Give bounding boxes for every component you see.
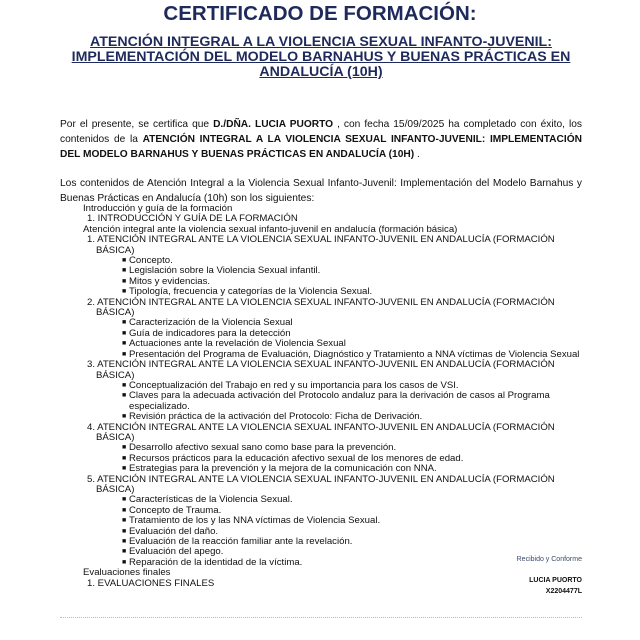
list-item-text: Mitos y evidencias. [129, 275, 211, 287]
list-item-text: Desarrollo afectivo sexual sano como base para la prevención. [129, 442, 397, 454]
module-title: 1. EVALUACIONES FINALES [87, 577, 215, 589]
bullet-icon: ■ [122, 558, 127, 566]
cert-suffix: . [414, 149, 420, 160]
list-item-text: Tratamiento de los y las NNA víctimas de Violencia Sexual. [129, 515, 381, 527]
list-item-text: Actuaciones ante la revelación de Violencia Sexual [129, 338, 346, 350]
contents-list [60, 204, 590, 589]
list-item-text: Evaluación del daño. [129, 525, 219, 537]
section-title: Evaluaciones finales [83, 567, 171, 579]
list-item-text: Características de la Violencia Sexual. [129, 494, 293, 506]
cert-middle: , con fecha 15/09/2025 ha completado con éxito, los contenidos de la [60, 119, 582, 145]
list-item-text: Presentación del Programa de Evaluación, Diagnóstico y Tratamiento a NNA víctimas de Violencia Sexual [129, 348, 580, 360]
bullet-icon: ■ [122, 319, 127, 327]
bullet-icon: ■ [122, 267, 127, 275]
bullet-icon: ■ [122, 527, 127, 535]
section-title: Introducción y guía de la formación [83, 203, 233, 214]
certificate-title: CERTIFICADO DE FORMACIÓN: [163, 2, 477, 25]
student-name: D./DÑA. LUCIA PUORTO [213, 119, 334, 130]
cert-prefix: Por el presente, se certifica que [60, 119, 214, 130]
certification-paragraph [60, 117, 582, 162]
course-subtitle: ATENCIÓN INTEGRAL A LA VIOLENCIA SEXUAL INFANTO-JUVENIL: IMPLEMENTACIÓN DEL MODELO BARNAHUS Y BUENAS PRÁCTICAS EN ANDALUCÍA (10H) [71, 34, 571, 80]
bullet-icon: ■ [122, 496, 127, 504]
list-item [60, 412, 590, 422]
list-item-text: Conceptualización del Trabajo en red y su importancia para los casos de VSI. [129, 379, 459, 391]
list-item-text: Caracterización de la Violencia Sexual [129, 317, 293, 329]
bullet-icon: ■ [122, 350, 127, 358]
bullet-icon: ■ [122, 548, 127, 556]
bullet-icon: ■ [122, 538, 127, 545]
module-title: 3. ATENCIÓN INTEGRAL ANTE LA VIOLENCIA SEXUAL INFANTO-JUVENIL EN ANDALUCÍA (FORMACIÓN BÁSICA) [87, 359, 555, 381]
list-item-text: Legislación sobre la Violencia Sexual infantil. [129, 265, 321, 277]
bullet-icon: ■ [122, 381, 127, 389]
bullet-icon: ■ [122, 454, 127, 462]
section-title: Atención integral ante la violencia sexual infanto-juvenil en andalucía (formación básica) [83, 223, 458, 235]
list-item-text: Concepto de Trauma. [129, 504, 222, 516]
footer-divider [60, 617, 582, 618]
bullet-icon: ■ [122, 444, 127, 452]
module-title: 4. ATENCIÓN INTEGRAL ANTE LA VIOLENCIA SEXUAL INFANTO-JUVENIL EN ANDALUCÍA (FORMACIÓN BÁSICA) [87, 421, 555, 443]
bullet-icon: ■ [122, 329, 127, 337]
list-item-text: Claves para la adecuada activación del Protocolo andaluz para la derivación de casos al Programa especializado. [129, 390, 550, 412]
bullet-icon: ■ [122, 257, 127, 265]
module-title: 1. INTRODUCCIÓN Y GUÍA DE LA FORMACIÓN [87, 213, 298, 225]
list-item-text: Recursos prácticos para la educación afectivo sexual de los menores de edad. [129, 452, 464, 464]
course-name: ATENCIÓN INTEGRAL A LA VIOLENCIA SEXUAL INFANTO-JUVENIL: IMPLEMENTACIÓN DEL MODELO BARNAHUS Y BUENAS PRÁCTICAS EN ANDALUCÍA (10H) [60, 134, 583, 160]
list-item-text: Guía de indicadores para la detección [129, 327, 291, 339]
bullet-icon: ■ [122, 413, 127, 421]
bullet-icon: ■ [122, 506, 127, 514]
signature-name: LUCIA PUORTO [529, 577, 582, 584]
list-item [60, 391, 590, 412]
bullet-icon: ■ [122, 277, 127, 285]
list-item [60, 287, 590, 297]
bullet-icon: ■ [122, 517, 127, 525]
list-item-text: Tipología, frecuencia y categorías de la Violencia Sexual. [129, 286, 373, 298]
list-item-text: Revisión práctica de la activación del Protocolo: Ficha de Derivación. [129, 411, 423, 423]
list-item-text: Evaluación de la reacción familiar ante la revelación. [129, 536, 353, 547]
list-item [60, 464, 590, 474]
bullet-icon: ■ [122, 465, 127, 473]
list-item [60, 350, 590, 360]
contents-intro: Los contenidos de Atención Integral a la Violencia Sexual Infanto-Juvenil: Implementación del Modelo Barnahus y Buenas Prácticas en Andalucía (10h) son los siguientes: [60, 178, 582, 204]
signature-label: Recibido y Conforme [516, 556, 582, 563]
list-item-text: Estrategias para la prevención y la mejora de la comunicación con NNA. [129, 463, 437, 475]
list-item-text: Concepto. [129, 255, 173, 267]
module-title: 2. ATENCIÓN INTEGRAL ANTE LA VIOLENCIA SEXUAL INFANTO-JUVENIL EN ANDALUCÍA (FORMACIÓN BÁSICA) [87, 296, 555, 319]
signature-id: X2204477L [545, 588, 582, 595]
bullet-icon: ■ [122, 392, 127, 400]
list-item-text: Evaluación del apego. [129, 546, 224, 558]
module-title: 1. ATENCIÓN INTEGRAL ANTE LA VIOLENCIA SEXUAL INFANTO-JUVENIL EN ANDALUCÍA (FORMACIÓN BÁSICA) [87, 234, 555, 256]
list-item-text: Reparación de la identidad de la víctima. [129, 556, 303, 568]
module-title: 5. ATENCIÓN INTEGRAL ANTE LA VIOLENCIA SEXUAL INFANTO-JUVENIL EN ANDALUCÍA (FORMACIÓN BÁSICA) [87, 473, 555, 495]
bullet-icon: ■ [122, 340, 127, 348]
bullet-icon: ■ [122, 288, 127, 296]
